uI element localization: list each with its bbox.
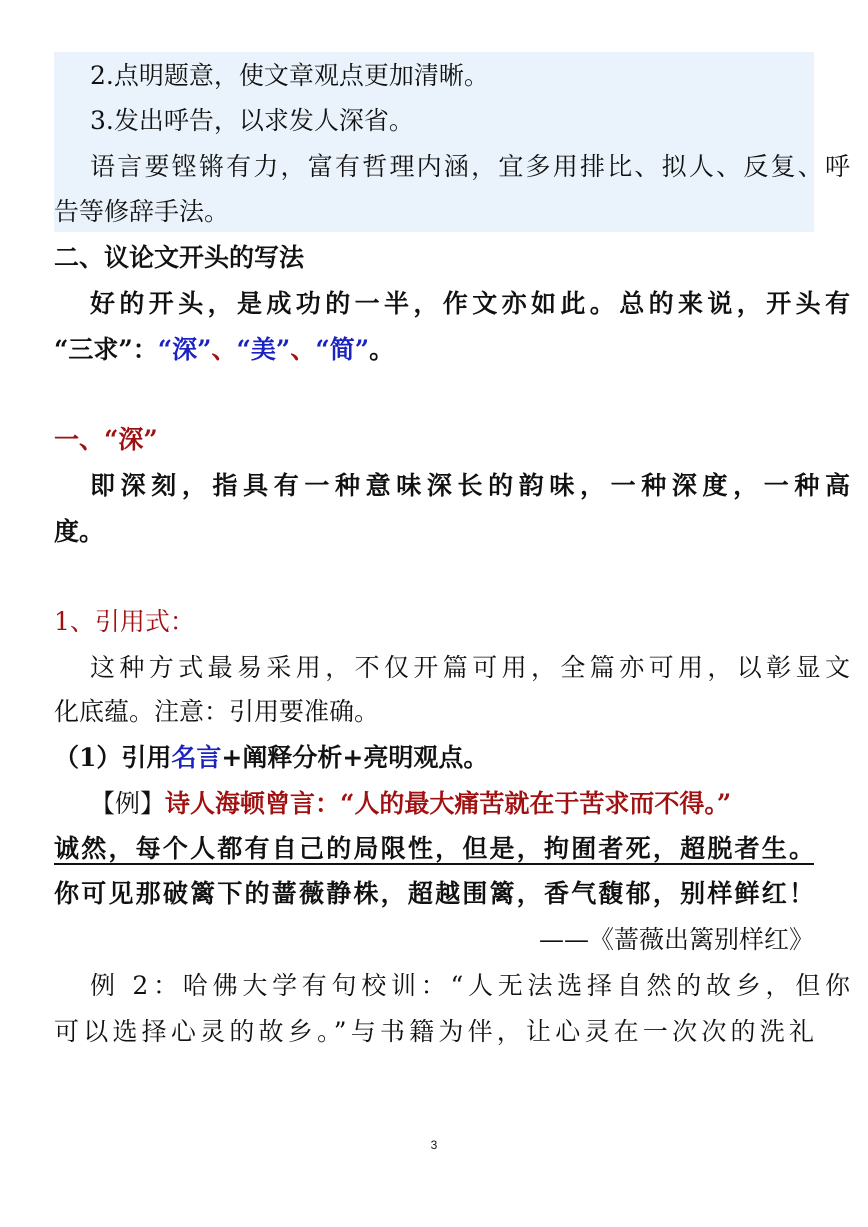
separator: 、 — [290, 335, 316, 364]
example-line-1 — [54, 784, 850, 824]
intro-line-1: 好的开头，是成功的一半，作文亦如此。总的来说，开头有 — [90, 289, 850, 318]
keyword-beauty: “美” — [236, 335, 291, 364]
deep-line-1: 即深刻，指具有一种意味深长的韵味，一种深度，一种高 — [90, 471, 850, 500]
example-quote: 诗人海顿曾言：“人的最大痛苦就在于苦求而不得。” — [165, 789, 732, 818]
example-source: ——《蔷薇出篱别样红》 — [538, 925, 814, 954]
separator: 、 — [211, 335, 237, 364]
box-line-3: 语言要铿锵有力，富有哲理内涵，宜多用排比、拟人、反复、呼 — [90, 152, 850, 181]
deep-heading: 一、“深” — [54, 425, 158, 454]
cite-subheading — [54, 738, 814, 778]
cite-line-2: 化底蕴。注意：引用要准确。 — [54, 697, 380, 726]
intro-line-2 — [54, 330, 814, 370]
section-heading: 二、议论文开头的写法 — [54, 243, 305, 272]
example2-line-1: 例 2：哈佛大学有句校训：“人无法选择自然的故乡，但你 — [90, 971, 850, 1000]
cite-heading: 1、引用式： — [54, 607, 195, 636]
box-line-4: 告等修辞手法。 — [54, 197, 230, 226]
sub-keyword: 名言 — [171, 743, 222, 772]
intro-end: 。 — [369, 335, 395, 364]
page-number: 3 — [430, 1138, 438, 1152]
keyword-simple: “简” — [315, 335, 370, 364]
example-line-2: 诚然，每个人都有自己的局限性，但是，拘囿者死，超脱者生。 — [54, 834, 814, 863]
example-line-3: 你可见那破篱下的蔷薇静株，超越围篱，香气馥郁，别样鲜红！ — [54, 879, 814, 908]
intro-prefix: “三求”： — [54, 335, 158, 364]
keyword-deep: “深” — [157, 335, 212, 364]
example2-line-2: 可以选择心灵的故乡。”与书籍为伴，让心灵在一次次的洗礼 — [54, 1017, 814, 1046]
cite-line-1: 这种方式最易采用，不仅开篇可用，全篇亦可用，以彰显文 — [90, 653, 850, 682]
box-line-1: 2.点明题意，使文章观点更加清晰。 — [90, 61, 489, 90]
sub-suffix: +阐释分析+亮明观点。 — [221, 743, 489, 772]
example-tag: 【例】 — [90, 789, 166, 818]
deep-line-2: 度。 — [54, 517, 105, 546]
sub-prefix: （1）引用 — [54, 743, 172, 772]
box-line-2: 3.发出呼告，以求发人深省。 — [90, 106, 414, 135]
